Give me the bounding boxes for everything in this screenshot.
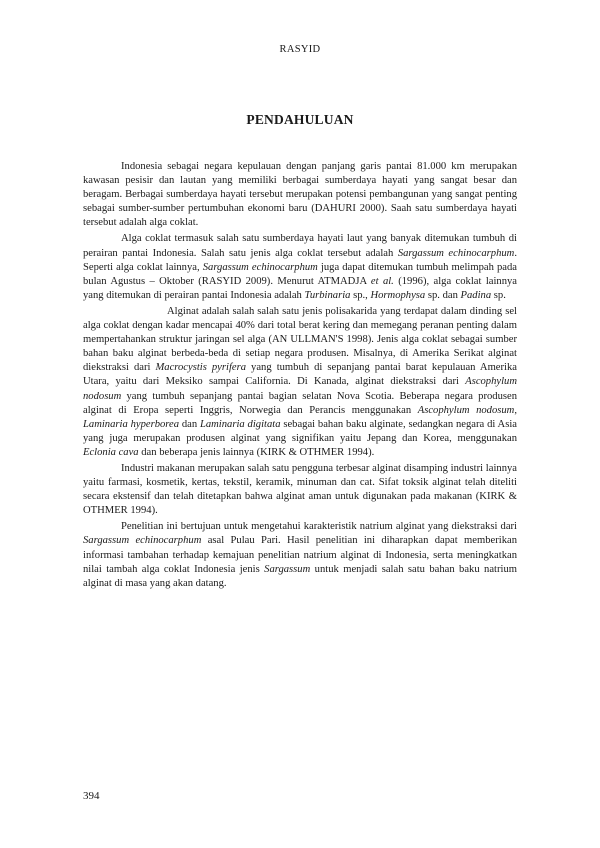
text-run: sebagai bahan baku alginate, sedangkan negara di Asia yang juga merupakan produsen alginat yang signifikan yaitu Jepang dan Korea, menggunakan xyxy=(83,418,517,444)
text-run: sp., xyxy=(350,289,371,301)
species-name: Padina xyxy=(460,289,492,301)
species-name: Hormophysa xyxy=(370,289,426,301)
text-run: dan beberapa jenis lainnya (KIRK & OTHMER 1994). xyxy=(138,446,375,458)
text-run: sp. xyxy=(491,289,506,301)
species-name: Sargassum echinocarphum xyxy=(397,247,515,259)
text-run: Alginat adalah salah salah satu jenis polisakarida yang terdapat dalam dinding sel alga coklat dengan kadar mencapai 40% dari total berat kering dan memegang peranan penting dalam mempertahankan struktur jaringan sel alga (AN ULLMAN'S 1998). Jenis alga coklat sebagai sumber bahan baku alginat berbeda-beda di setiap negara produsen. Misalnya, di Amerika Serikat alginat diekstraksi dari xyxy=(83,305,517,374)
paragraph xyxy=(83,520,517,590)
species-name: Ascophylum nodosum xyxy=(83,376,517,402)
section-title: PENDAHULUAN xyxy=(246,112,354,127)
species-name: Eclonia cava xyxy=(83,446,139,458)
species-name: Sargassum echinocarphum xyxy=(83,535,202,547)
text-run: (1996), alga coklat lainnya yang ditemukan di perairan pantai Indonesia adalah xyxy=(83,275,518,301)
species-name: Sargassum echinocarphum xyxy=(202,261,318,273)
species-name: et al. xyxy=(370,275,394,287)
paragraph xyxy=(83,232,517,302)
body-text xyxy=(83,160,517,593)
species-name: Macrocystis pyrifera xyxy=(155,362,247,374)
species-name: Laminaria digitata xyxy=(199,418,281,430)
text-run: Industri makanan merupakan salah satu pengguna terbesar alginat disamping industri lainnya yaitu farmasi, kosmetik, kertas, tekstil, keramik, minuman dan cat. Sifat toksik alginat telah diteliti secara ekstensif dan telah ditetapkan bahwa alginat aman untuk digunakan pada makanan (KIRK & OTHMER 1994). xyxy=(83,462,517,517)
text-run: , xyxy=(514,404,517,416)
species-name: Turbinaria xyxy=(304,289,351,301)
paragraph xyxy=(83,305,517,460)
text-run: untuk menjadi salah satu bahan baku natrium alginat di masa yang akan datang. xyxy=(83,563,517,589)
text-run: . Seperti alga coklat lainnya, xyxy=(83,247,517,273)
text-run: asal Pulau Pari. Hasil penelitian ini diharapkan dapat memberikan informasi tambahan terhadap kemajuan penelitian natrium alginat di Indonesia, serta meningkatkan nilai tambah alga coklat Indonesia jenis xyxy=(83,535,517,575)
running-head: RASYID xyxy=(279,44,321,55)
text-run: Indonesia sebagai negara kepulauan dengan panjang garis pantai 81.000 km merupakan kawasan pesisir dan lautan yang memiliki berbagai sumberdaya hayati yang sangat besar dan beragam. Berbagai sumberdaya hayati tersebut merupakan potensi pembangunan yang sangat penting sebagai sumber-sumber pertumbuhan ekonomi baru (DAHURI 2000). Saah satu sumberdaya hayati tersebut adalah alga coklat. xyxy=(83,161,517,229)
text-run: Penelitian ini bertujuan untuk mengetahui karakteristik natrium alginat yang diekstraksi dari xyxy=(121,521,517,533)
text-run: yang tumbuh di sepanjang pantai barat kepulauan Amerika Utara, yaitu dari Meksiko sampai California. Di Kanada, alginat diekstraksi dari xyxy=(83,362,517,388)
text-run: dan xyxy=(179,418,200,430)
species-name: Laminaria hyperborea xyxy=(83,418,180,430)
text-run: juga dapat ditemukan tumbuh melimpah pada bulan Agustus – Oktober (RASYID 2009). Menurut ATMADJA xyxy=(83,261,517,287)
paragraph xyxy=(83,462,517,518)
text-run: yang tumbuh sepanjang pantai bagian selatan Nova Scotia. Beberapa negara produsen alginat di Eropa seperti Inggris, Norwegia dan Perancis menggunakan xyxy=(83,390,517,416)
species-name: Sargassum xyxy=(264,563,311,575)
text-run: sp. dan xyxy=(425,289,461,301)
page-number: 394 xyxy=(83,790,100,802)
species-name: Ascophylum nodosum xyxy=(417,404,515,416)
paragraph xyxy=(83,160,517,230)
text-run: Alga coklat termasuk salah satu sumberdaya hayati laut yang banyak ditemukan tumbuh di perairan pantai Indonesia. Salah satu jenis alga coklat tersebut adalah xyxy=(83,233,517,259)
